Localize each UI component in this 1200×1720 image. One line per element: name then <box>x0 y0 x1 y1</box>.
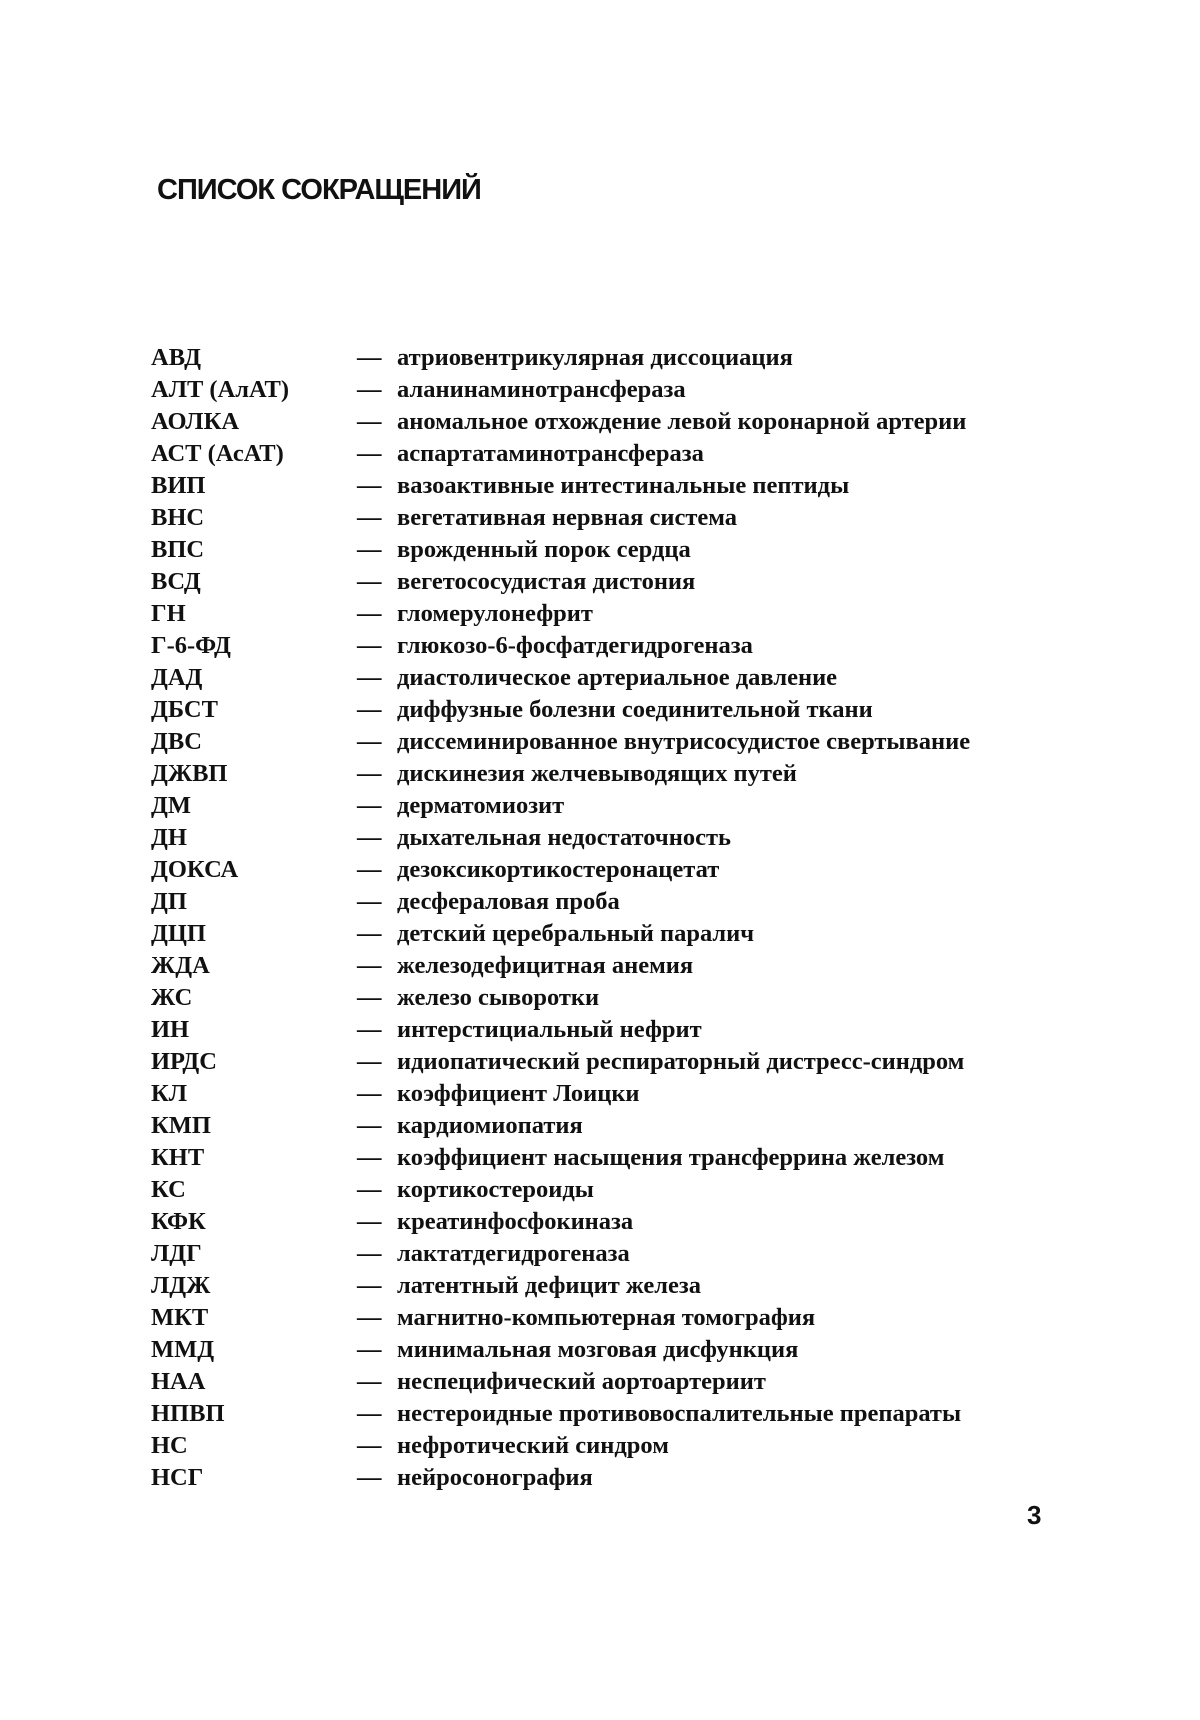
list-item <box>0 1206 1200 1238</box>
entry-definition: креатинфосфокиназа <box>397 1208 634 1235</box>
list-item <box>0 822 1200 854</box>
entry-abbreviation: ДМ <box>151 792 191 819</box>
entry-definition: латентный дефицит железа <box>397 1272 701 1299</box>
entry-abbreviation: ЛДГ <box>151 1240 202 1267</box>
list-item <box>0 854 1200 886</box>
entry-definition: вегетососудистая дистония <box>397 568 696 595</box>
list-item <box>0 502 1200 534</box>
list-item <box>0 1334 1200 1366</box>
entry-definition: детский церебральный паралич <box>397 920 755 947</box>
list-item <box>0 630 1200 662</box>
entry-abbreviation: КС <box>151 1176 186 1203</box>
entry-abbreviation: ММД <box>151 1336 215 1363</box>
entry-dash: — <box>357 1432 382 1459</box>
entry-abbreviation: КМП <box>151 1112 211 1139</box>
entry-dash: — <box>357 376 382 403</box>
entry-definition: нестероидные противовоспалительные препараты <box>397 1400 962 1427</box>
list-item <box>0 790 1200 822</box>
entry-definition: диффузные болезни соединительной ткани <box>397 696 873 723</box>
entry-abbreviation: КФК <box>151 1208 206 1235</box>
entry-definition: магнитно-компьютерная томография <box>397 1304 816 1331</box>
entry-definition: вазоактивные интестинальные пептиды <box>397 472 850 499</box>
entry-dash: — <box>357 1272 382 1299</box>
entry-abbreviation: НСГ <box>151 1464 204 1491</box>
entry-definition: минимальная мозговая дисфункция <box>397 1336 799 1363</box>
entry-dash: — <box>357 1464 382 1491</box>
entry-definition: коэффициент Лоицки <box>397 1080 640 1107</box>
entry-abbreviation: НАА <box>151 1368 206 1395</box>
entry-definition: неспецифический аортоартериит <box>397 1368 766 1395</box>
entry-abbreviation: НПВП <box>151 1400 225 1427</box>
entry-definition: врожденный порок сердца <box>397 536 691 563</box>
page-number: 3 <box>1027 1500 1042 1530</box>
entry-definition: аспартатаминотрансфераза <box>397 440 704 467</box>
list-item <box>0 694 1200 726</box>
list-item <box>0 1430 1200 1462</box>
list-item <box>0 918 1200 950</box>
entry-definition: нейросонография <box>397 1464 593 1491</box>
list-item <box>0 1078 1200 1110</box>
entry-definition: кортикостероиды <box>397 1176 594 1203</box>
list-item <box>0 566 1200 598</box>
entry-abbreviation: ДЖВП <box>151 760 228 787</box>
entry-dash: — <box>357 984 382 1011</box>
list-item <box>0 982 1200 1014</box>
list-item <box>0 1366 1200 1398</box>
entry-abbreviation: ДБСТ <box>151 696 218 723</box>
entry-definition: дерматомиозит <box>397 792 565 819</box>
entry-definition: нефротический синдром <box>397 1432 669 1459</box>
entry-definition: дыхательная недостаточность <box>397 824 731 851</box>
entry-abbreviation: НС <box>151 1432 188 1459</box>
list-item <box>0 662 1200 694</box>
entry-definition: атриовентрикулярная диссоциация <box>397 344 793 371</box>
list-item <box>0 438 1200 470</box>
entry-abbreviation: АЛТ (АлАТ) <box>151 376 290 403</box>
entry-dash: — <box>357 472 382 499</box>
list-item <box>0 1462 1200 1494</box>
entry-definition: железо сыворотки <box>397 984 600 1011</box>
entry-abbreviation: ДОКСА <box>151 856 239 883</box>
entry-dash: — <box>357 824 382 851</box>
list-item <box>0 374 1200 406</box>
entry-definition: гломерулонефрит <box>397 600 593 627</box>
list-item <box>0 342 1200 374</box>
page-title: СПИСОК СОКРАЩЕНИЙ <box>157 174 481 206</box>
list-item <box>0 758 1200 790</box>
entry-definition: коэффициент насыщения трансферрина железом <box>397 1144 945 1171</box>
entry-dash: — <box>357 1208 382 1235</box>
entry-definition: десфераловая проба <box>397 888 620 915</box>
entry-dash: — <box>357 952 382 979</box>
entry-dash: — <box>357 632 382 659</box>
entry-abbreviation: ВСД <box>151 568 201 595</box>
entry-dash: — <box>357 1016 382 1043</box>
entry-abbreviation: ЖС <box>151 984 193 1011</box>
entry-abbreviation: МКТ <box>151 1304 209 1331</box>
entry-dash: — <box>357 600 382 627</box>
entry-abbreviation: ДЦП <box>151 920 206 947</box>
entry-abbreviation: АВД <box>151 344 201 371</box>
entry-dash: — <box>357 440 382 467</box>
entry-definition: аномальное отхождение левой коронарной артерии <box>397 408 967 435</box>
list-item <box>0 1046 1200 1078</box>
entry-abbreviation: КЛ <box>151 1080 188 1107</box>
entry-dash: — <box>357 568 382 595</box>
entry-definition: идиопатический респираторный дистресс-синдром <box>397 1048 965 1075</box>
entry-abbreviation: ДАД <box>151 664 203 691</box>
entry-abbreviation: Г-6-ФД <box>151 632 231 659</box>
entry-definition: железодефицитная анемия <box>397 952 694 979</box>
entry-dash: — <box>357 760 382 787</box>
list-item <box>0 726 1200 758</box>
entry-abbreviation: ИН <box>151 1016 190 1043</box>
entry-dash: — <box>357 1336 382 1363</box>
entry-dash: — <box>357 1240 382 1267</box>
entry-dash: — <box>357 1304 382 1331</box>
list-item <box>0 1110 1200 1142</box>
list-item <box>0 1398 1200 1430</box>
entry-definition: диастолическое артериальное давление <box>397 664 838 691</box>
entry-abbreviation: ЖДА <box>151 952 210 979</box>
entry-definition: интерстициальный нефрит <box>397 1016 702 1043</box>
entry-definition: вегетативная нервная система <box>397 504 737 531</box>
entry-definition: аланинаминотрансфераза <box>397 376 686 403</box>
entry-abbreviation: ДВС <box>151 728 202 755</box>
entry-dash: — <box>357 536 382 563</box>
entry-dash: — <box>357 504 382 531</box>
entry-dash: — <box>357 792 382 819</box>
entry-dash: — <box>357 696 382 723</box>
entry-dash: — <box>357 1112 382 1139</box>
entry-dash: — <box>357 888 382 915</box>
entry-dash: — <box>357 1144 382 1171</box>
list-item <box>0 1142 1200 1174</box>
entry-abbreviation: ГН <box>151 600 186 627</box>
entry-dash: — <box>357 344 382 371</box>
entry-dash: — <box>357 856 382 883</box>
entry-dash: — <box>357 728 382 755</box>
list-item <box>0 886 1200 918</box>
entry-definition: дезоксикортикостеронацетат <box>397 856 720 883</box>
list-item <box>0 1014 1200 1046</box>
entry-abbreviation: ДН <box>151 824 187 851</box>
list-item <box>0 1238 1200 1270</box>
entry-abbreviation: ЛДЖ <box>151 1272 211 1299</box>
entry-dash: — <box>357 664 382 691</box>
list-item <box>0 1270 1200 1302</box>
list-item <box>0 1302 1200 1334</box>
entry-dash: — <box>357 1176 382 1203</box>
entry-abbreviation: АОЛКА <box>151 408 240 435</box>
entry-dash: — <box>357 920 382 947</box>
entry-dash: — <box>357 1368 382 1395</box>
list-item <box>0 950 1200 982</box>
entry-dash: — <box>357 408 382 435</box>
entry-abbreviation: ВИП <box>151 472 206 499</box>
entry-abbreviation: ДП <box>151 888 187 915</box>
entry-dash: — <box>357 1080 382 1107</box>
list-item <box>0 470 1200 502</box>
entry-definition: глюкозо-6-фосфатдегидрогеназа <box>397 632 753 659</box>
entry-definition: диссеминированное внутрисосудистое свертывание <box>397 728 971 755</box>
entry-abbreviation: АСТ (АсАТ) <box>151 440 284 467</box>
entry-definition: кардиомиопатия <box>397 1112 583 1139</box>
entry-dash: — <box>357 1048 382 1075</box>
entry-abbreviation: ИРДС <box>151 1048 217 1075</box>
entry-definition: лактатдегидрогеназа <box>397 1240 630 1267</box>
entry-abbreviation: КНТ <box>151 1144 205 1171</box>
list-item <box>0 534 1200 566</box>
list-item <box>0 1174 1200 1206</box>
list-item <box>0 406 1200 438</box>
entry-definition: дискинезия желчевыводящих путей <box>397 760 797 787</box>
list-item <box>0 598 1200 630</box>
entry-abbreviation: ВНС <box>151 504 205 531</box>
entry-dash: — <box>357 1400 382 1427</box>
entry-abbreviation: ВПС <box>151 536 205 563</box>
